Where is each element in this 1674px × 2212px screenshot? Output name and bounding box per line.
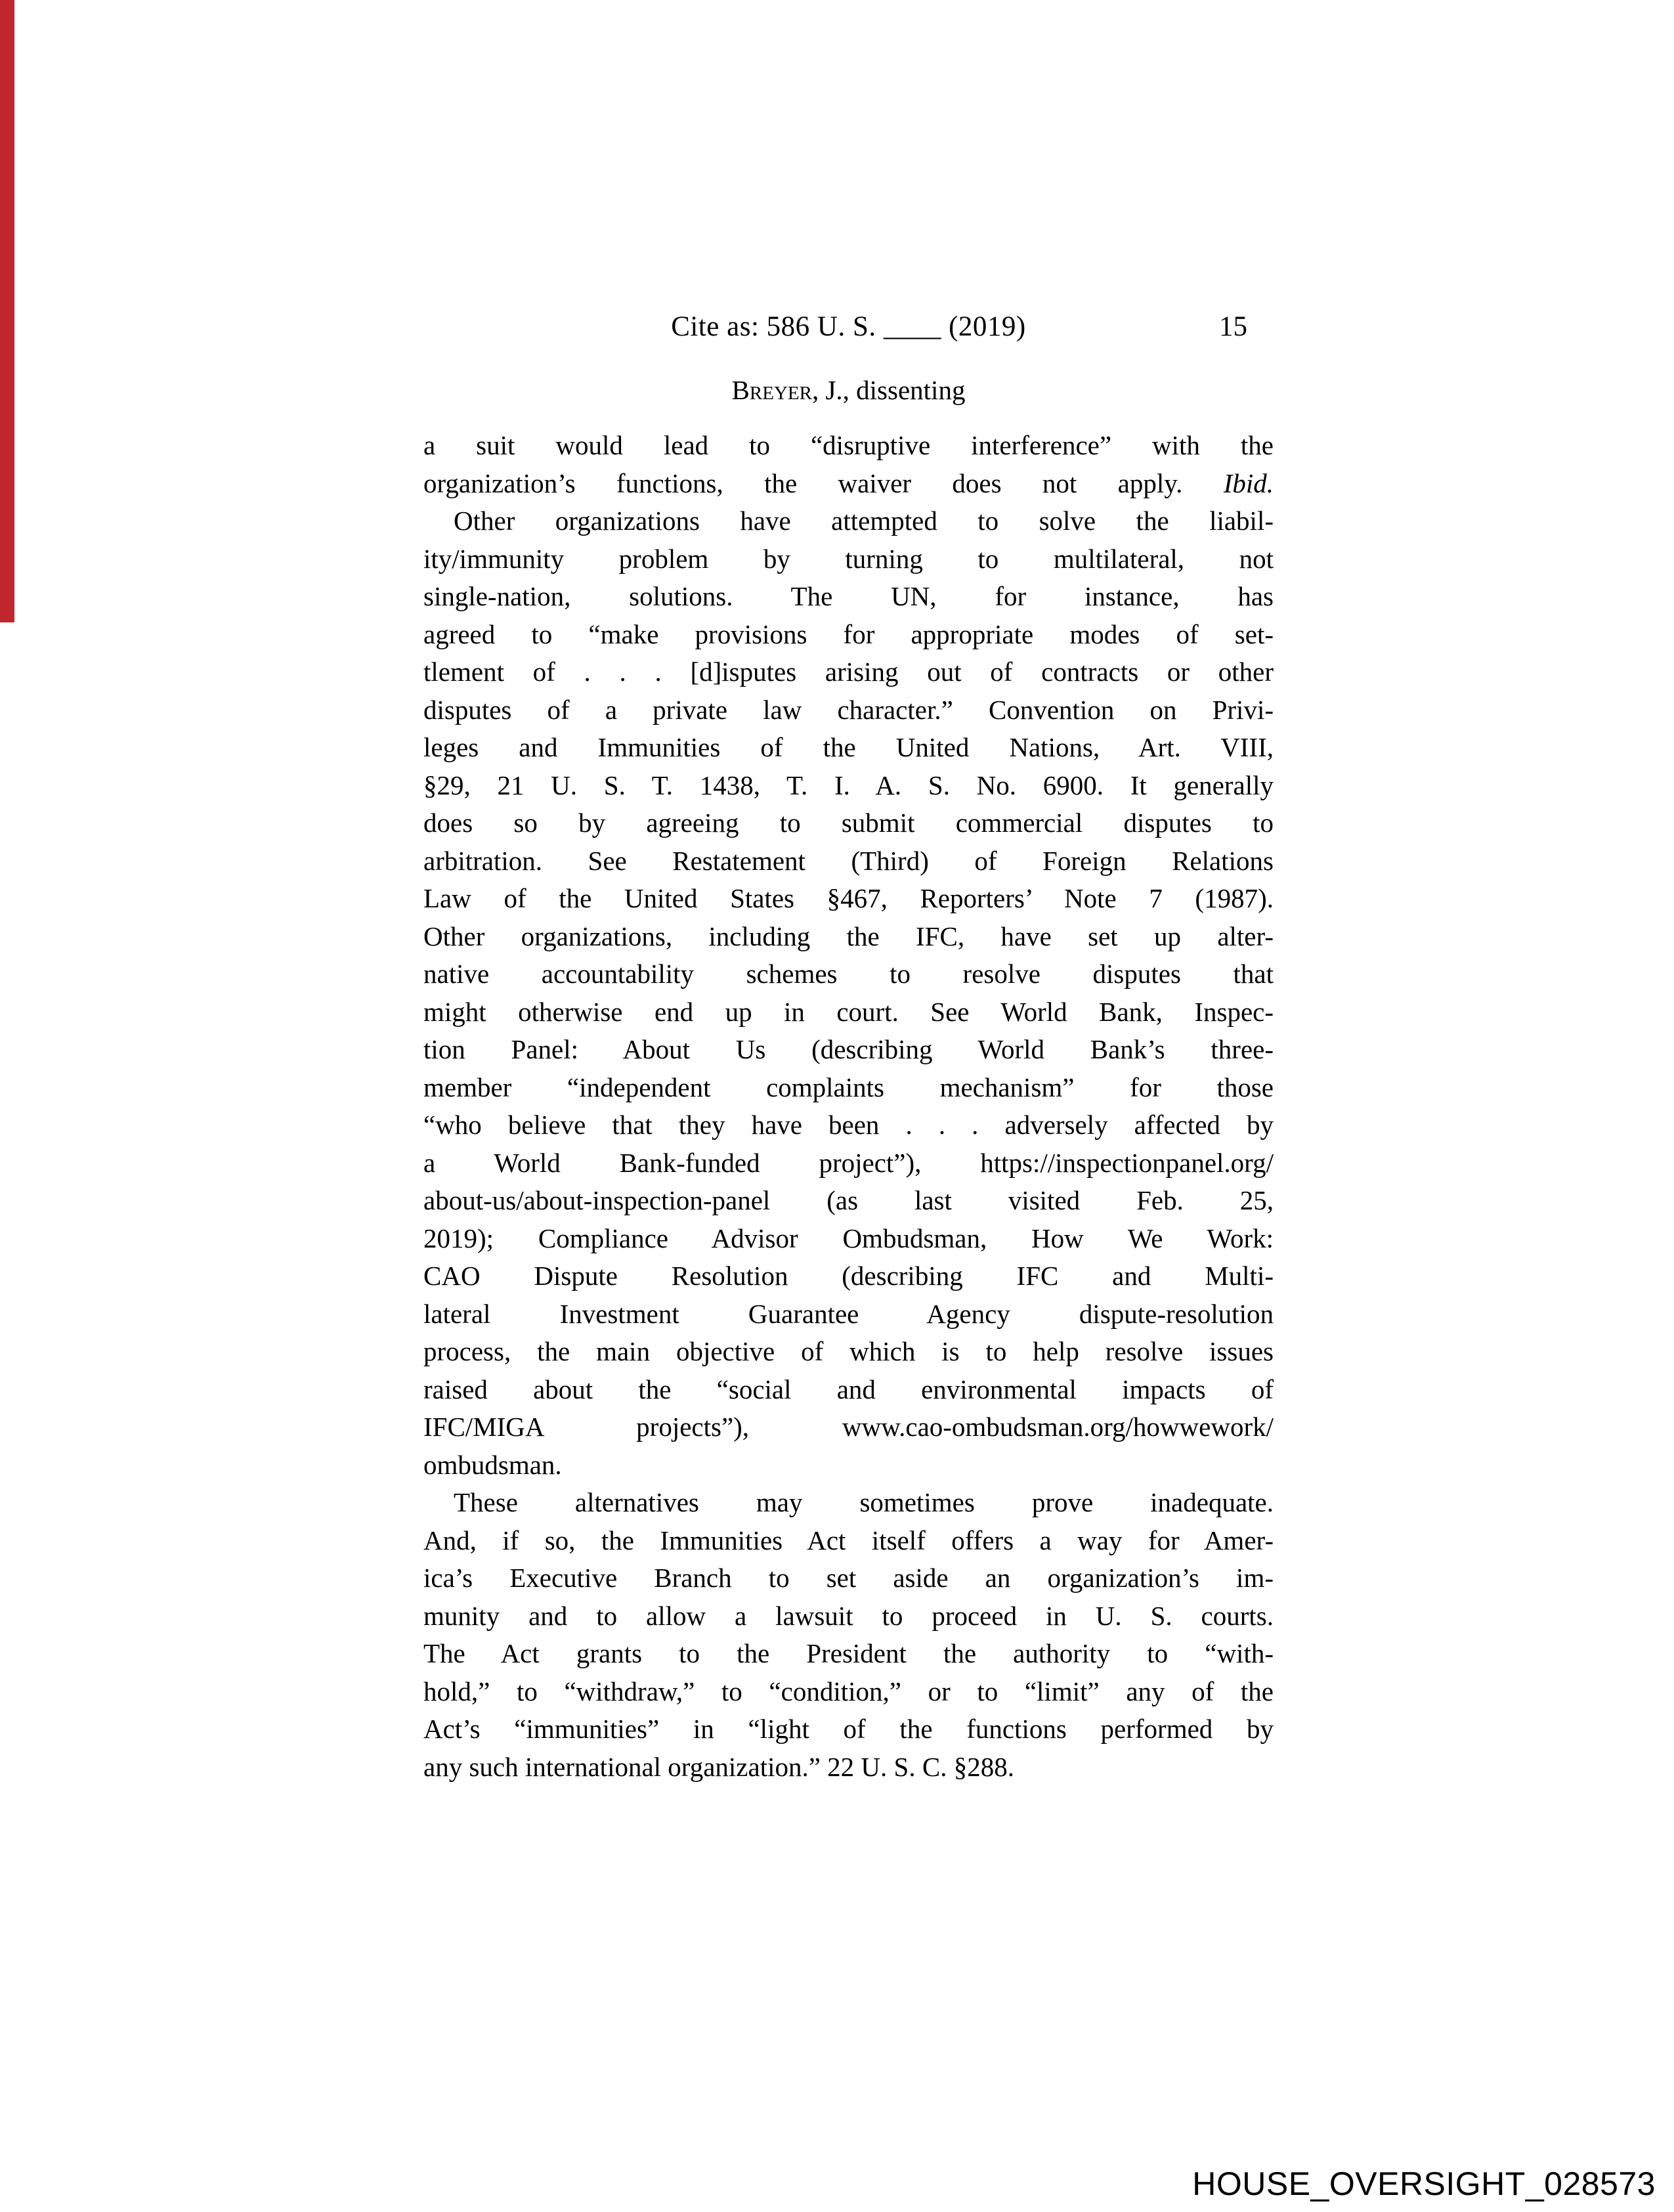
text-line: agreed to “make provisions for appropriate modes of set- <box>423 618 1274 649</box>
text-line: Other organizations have attempted to solve the liabil- <box>454 506 1274 536</box>
text-line: Act’s “immunities” in “light of the functions performed by <box>423 1714 1274 1744</box>
text-line: process, the main objective of which is to help resolve issues <box>423 1336 1274 1366</box>
text-line: These alternatives may sometimes prove inadequate. <box>454 1487 1274 1517</box>
text-line: ity/immunity problem by turning to multilateral, not <box>423 543 1274 574</box>
text-line: a suit would lead to “disruptive interference” with the <box>423 430 1274 460</box>
text-line: Law of the United States §467, Reporters’ Note 7 (1987). <box>423 883 1274 913</box>
text-line: native accountability schemes to resolve disputes that <box>423 959 1274 989</box>
text-line: tion Panel: About Us (describing World Bank’s three- <box>423 1034 1274 1064</box>
text-line: ombudsman. <box>423 1449 562 1480</box>
text-line: Other organizations, including the IFC, have set up alter- <box>423 921 1274 951</box>
text-line: arbitration. See Restatement (Third) of Foreign Relations <box>423 845 1274 876</box>
text-line: single-nation, solutions. The UN, for instance, has <box>423 581 1274 611</box>
page-number: 15 <box>1219 311 1247 342</box>
text-line: 2019); Compliance Advisor Ombudsman, How We Work: <box>423 1223 1274 1253</box>
text-line: raised about the “social and environmental impacts of <box>423 1374 1274 1404</box>
text-line: ica’s Executive Branch to set aside an organization’s im- <box>423 1563 1274 1593</box>
text-line: a World Bank-funded project”), https://inspectionpanel.org/ <box>423 1147 1274 1178</box>
text-line: The Act grants to the President the authority to “with- <box>423 1638 1274 1668</box>
opinion-body <box>423 427 1274 1786</box>
running-head <box>423 310 1274 344</box>
scan-artifact-red-bar <box>0 0 14 622</box>
text-line: any such international organization.” 22 U. S. C. §288. <box>423 1751 1014 1782</box>
text-line: §29, 21 U. S. T. 1438, T. I. A. S. No. 6900. It generally <box>423 770 1274 800</box>
text-line: lateral Investment Guarantee Agency dispute-resolution <box>423 1298 1274 1329</box>
text-segment-italic: Ibid. <box>1223 467 1274 498</box>
text-line <box>423 465 1274 503</box>
text-line: about-us/about-inspection-panel (as last visited Feb. 25, <box>423 1185 1274 1215</box>
attribution-rest: , J., dissenting <box>811 375 966 405</box>
text-line: tlement of . . . [d]isputes arising out of contracts or other <box>423 657 1274 687</box>
citation-header: Cite as: 586 U. S. ____ (2019) <box>671 311 1026 342</box>
text-segment: organization’s functions, the waiver does not apply. <box>423 467 1224 498</box>
text-line: hold,” to “withdraw,” to “condition,” or to “limit” any of the <box>423 1676 1274 1706</box>
text-line: CAO Dispute Resolution (describing IFC and Multi- <box>423 1261 1274 1291</box>
text-line: munity and to allow a lawsuit to proceed in U. S. courts. <box>423 1600 1274 1631</box>
bates-stamp: HOUSE_OVERSIGHT_028573 <box>1192 2165 1656 2202</box>
text-line: member “independent complaints mechanism” for those <box>423 1072 1274 1102</box>
text-line: leges and Immunities of the United Nations, Art. VIII, <box>423 732 1274 762</box>
text-line: IFC/MIGA projects”), www.cao-ombudsman.org/howwework/ <box>423 1412 1274 1442</box>
text-line: does so by agreeing to submit commercial disputes to <box>423 808 1274 838</box>
justice-name: Breyer <box>731 375 812 405</box>
text-line: And, if so, the Immunities Act itself offers a way for Amer- <box>423 1525 1274 1555</box>
text-line: might otherwise end up in court. See World Bank, Inspec- <box>423 996 1274 1027</box>
opinion-attribution <box>423 374 1274 406</box>
text-line: disputes of a private law character.” Convention on Privi- <box>423 694 1274 725</box>
text-line: “who believe that they have been . . . adversely affected by <box>423 1110 1274 1140</box>
